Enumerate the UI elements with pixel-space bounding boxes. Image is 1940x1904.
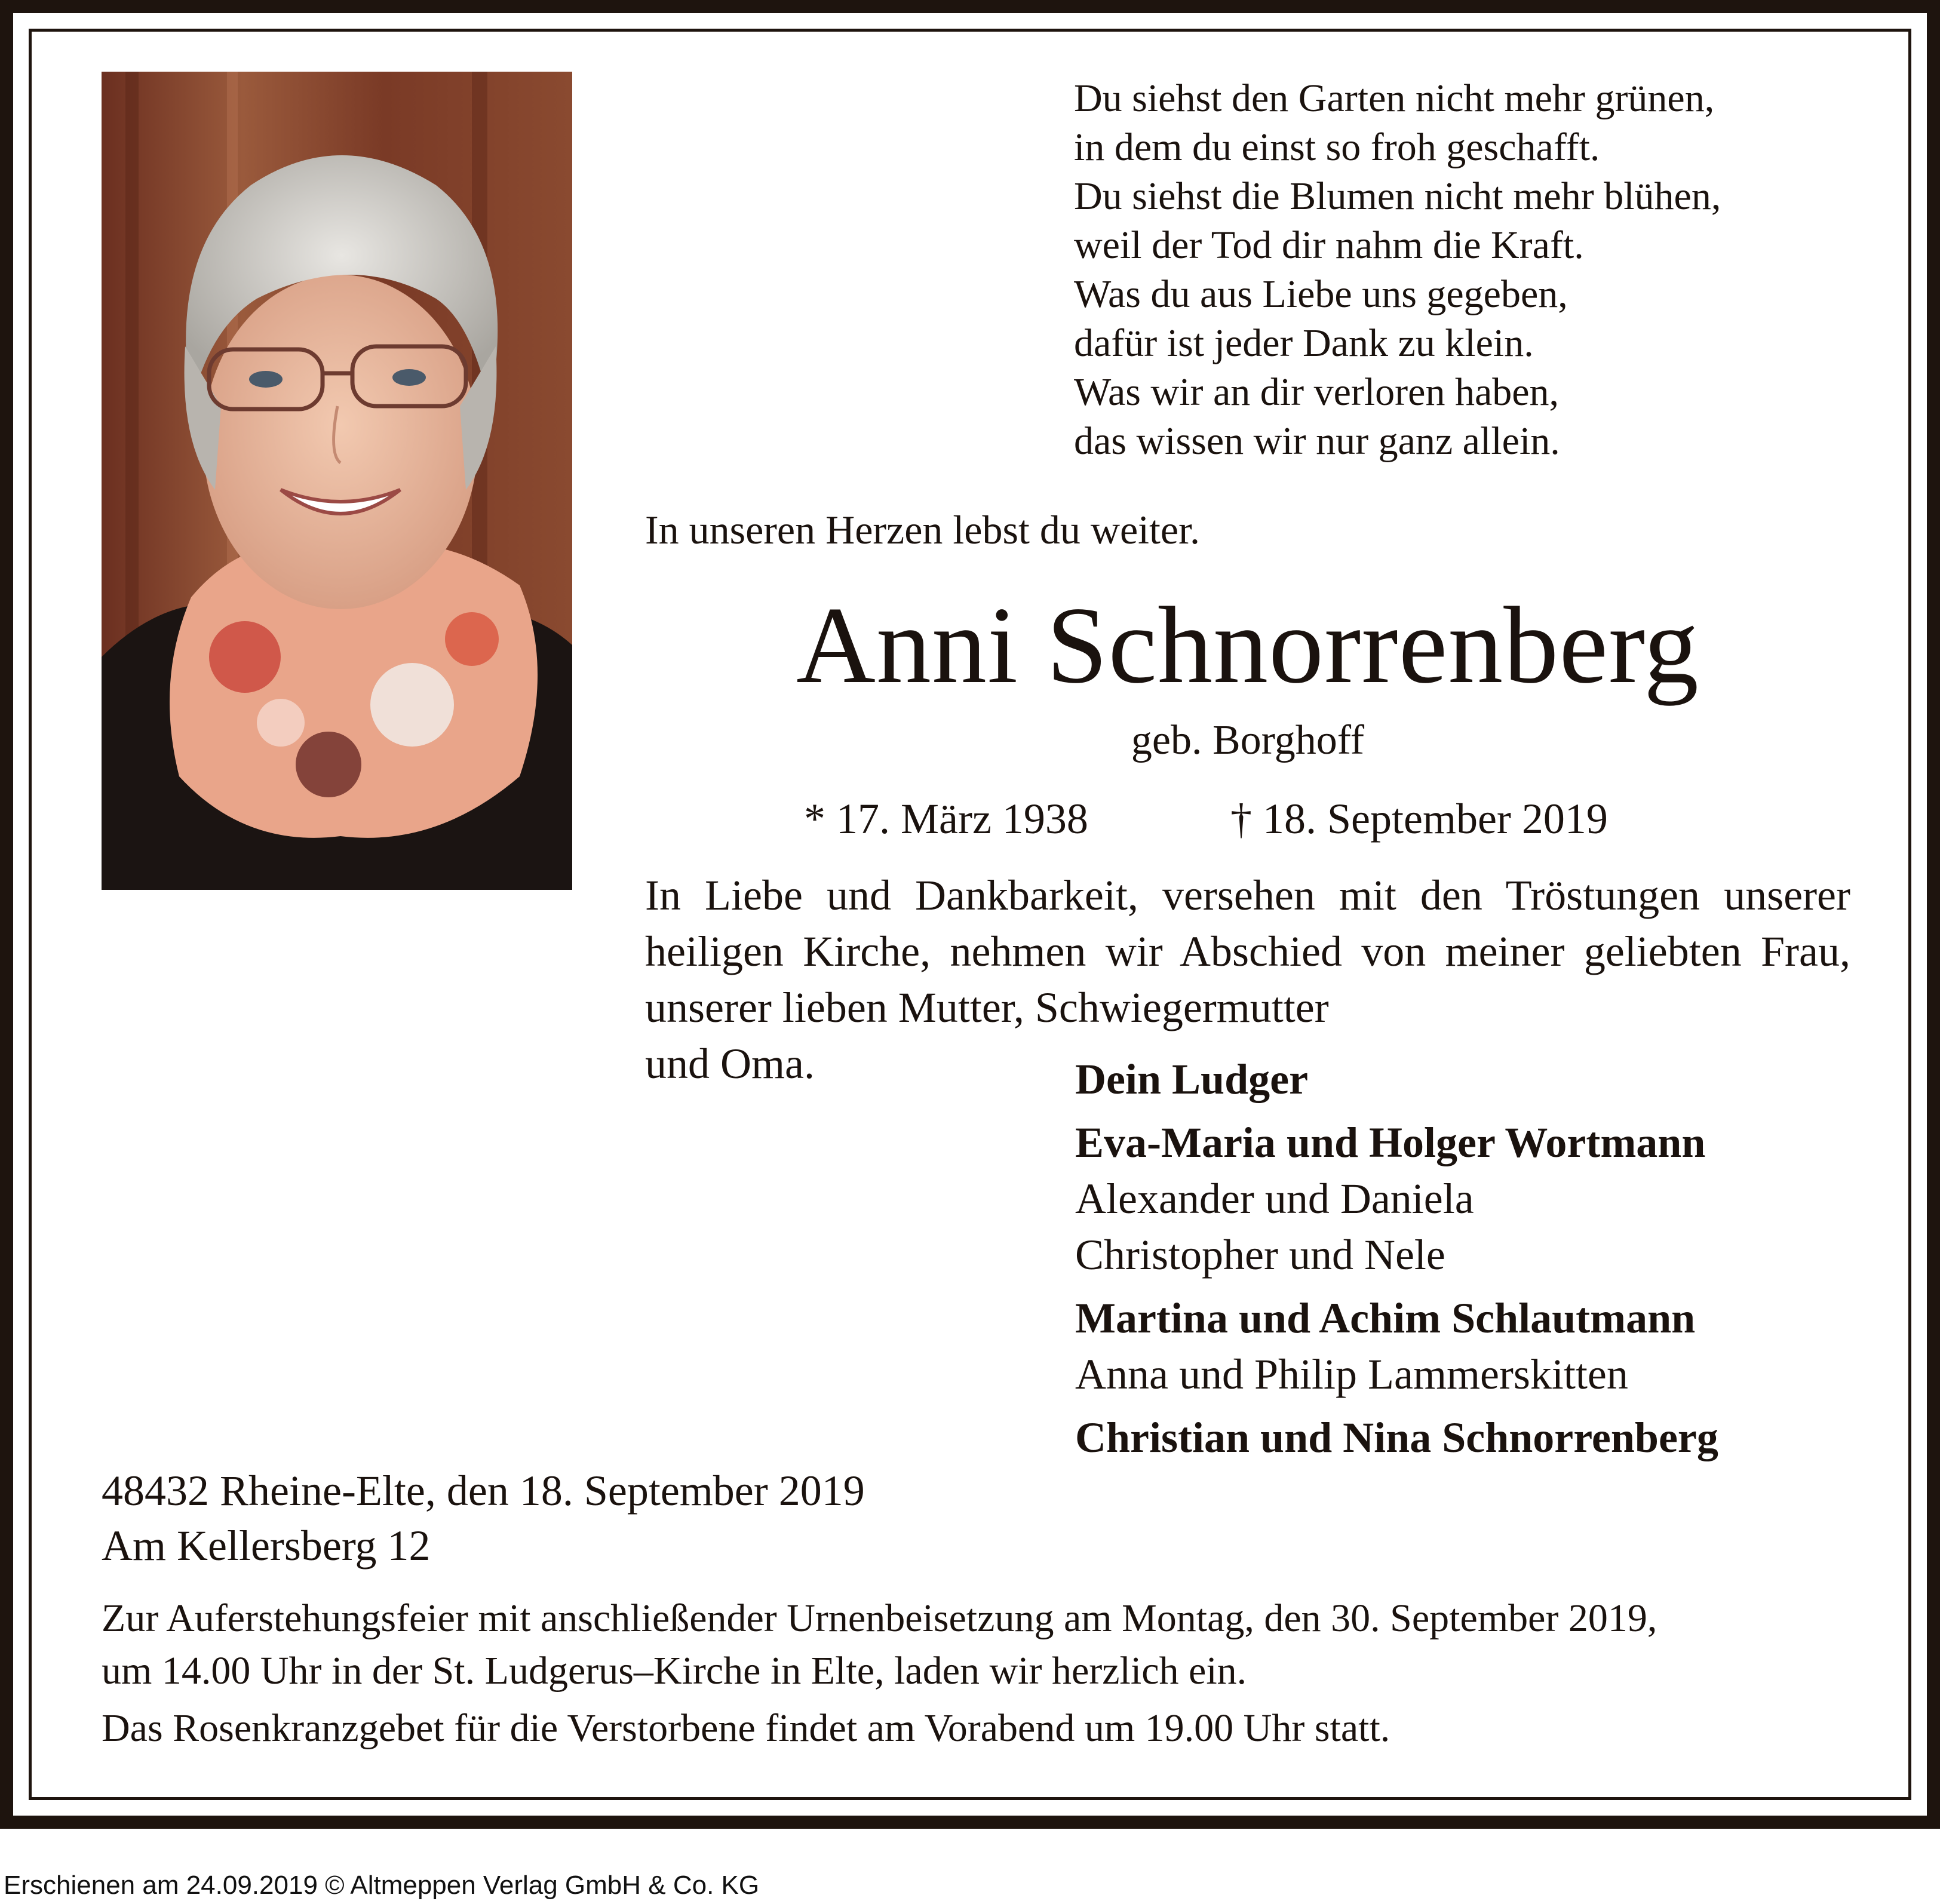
street-address: Am Kellersberg 12: [102, 1522, 431, 1570]
poem-line: weil der Tod dir nahm die Kraft.: [1074, 223, 1584, 267]
mourner-primary: Dein Ludger: [1075, 1055, 1309, 1103]
poem: [1074, 74, 1850, 466]
poem-line: Du siehst die Blumen nicht mehr blühen,: [1074, 174, 1721, 218]
mourner-group: [1075, 1051, 1718, 1107]
birth-date: * 17. März 1938: [804, 795, 1088, 843]
portrait-photo: [102, 72, 572, 890]
poem-line: das wissen wir nur ganz allein.: [1074, 419, 1560, 463]
mourner-secondary: Anna und Philip Lammerskitten: [1075, 1350, 1628, 1398]
ceremony-line: Zur Auferstehungsfeier mit anschließender Urnenbeisetzung am Montag, den 30. September 2019,: [102, 1596, 1657, 1640]
mourner-group: [1075, 1114, 1718, 1283]
poem-line: Was wir an dir verloren haben,: [1074, 370, 1560, 414]
mourner-primary: Christian und Nina Schnorrenberg: [1075, 1414, 1718, 1461]
poem-line: in dem du einst so froh geschafft.: [1074, 125, 1600, 169]
mourner-primary: Martina und Achim Schlautmann: [1075, 1294, 1696, 1342]
poem-line: Du siehst den Garten nicht mehr grünen,: [1074, 76, 1715, 120]
deceased-name: Anni Schnorrenberg: [796, 584, 1699, 706]
maiden-name: geb. Borghoff: [1131, 717, 1365, 763]
publication-footer: Erschienen am 24.09.2019 © Altmeppen Verlag GmbH & Co. KG: [4, 1871, 760, 1900]
poem-line: dafür ist jeder Dank zu klein.: [1074, 321, 1534, 365]
ceremony-line: um 14.00 Uhr in der St. Ludgerus–Kirche in Elte, laden wir herzlich ein.: [102, 1649, 1247, 1693]
ceremony-info: [102, 1592, 1834, 1755]
mourner-primary: Eva-Maria und Holger Wortmann: [1075, 1119, 1706, 1166]
farewell-text-body: In Liebe und Dankbarkeit, versehen mit den Tröstungen unserer heiligen Kirche, nehmen wir Abschied von meiner geliebten Frau, unserer lieben Mutter, Schwiegermutter: [645, 871, 1850, 1031]
mourner-secondary: Alexander und Daniela: [1075, 1175, 1474, 1223]
poem-line: Was du aus Liebe uns gegeben,: [1074, 272, 1568, 316]
mourner-secondary: Christopher und Nele: [1075, 1231, 1445, 1279]
death-date: † 18. September 2019: [1230, 795, 1608, 843]
portrait-illustration: [102, 72, 572, 890]
farewell-text-last-line: und Oma.: [645, 1040, 815, 1088]
mourners-list: [1075, 1051, 1718, 1466]
place-date: 48432 Rheine-Elte, den 18. September 2019: [102, 1467, 865, 1515]
mourner-group: [1075, 1290, 1718, 1402]
rosary-info: Das Rosenkranzgebet für die Verstorbene findet am Vorabend um 19.00 Uhr statt.: [102, 1706, 1390, 1750]
place-and-address: [102, 1463, 865, 1573]
mourner-group: [1075, 1409, 1718, 1466]
motto: In unseren Herzen lebst du weiter.: [645, 507, 1200, 552]
